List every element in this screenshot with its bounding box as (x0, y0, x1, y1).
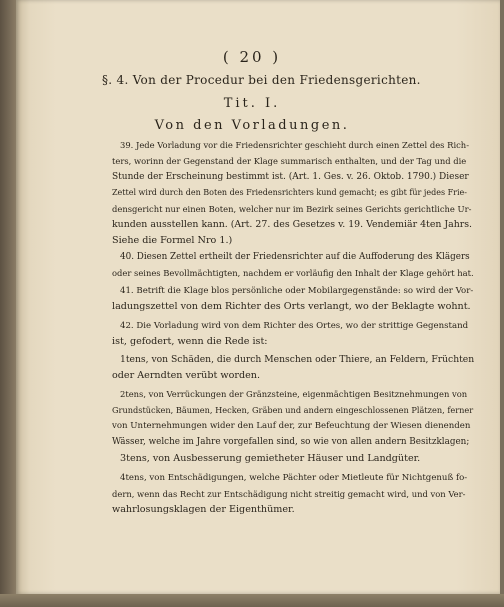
text-line: Wässer, welche im Jahre vorgefallen sind, so wie von allen andern Besitzklagen; (112, 437, 470, 447)
text-line: 4tens, von Entschädigungen, welche Pächter oder Mietleute für Nichtgenuß fo- (120, 473, 468, 483)
text-line: wahrlosungsklagen der Eigenthümer. (112, 504, 295, 515)
book-gutter (0, 0, 16, 607)
text-line: Zettel wird durch den Boten des Friedensrichters kund gemacht; es gibt für jedes Frie- (112, 188, 467, 197)
section-heading: §. 4. Von der Procedur bei den Friedensgerichten. (102, 73, 421, 87)
page-bottom-edge (0, 594, 504, 607)
text-line: 2tens, von Verrückungen der Gränzsteine, eigenmächtigen Besitznehmungen von (120, 389, 468, 399)
item-2 (112, 386, 474, 450)
item-3 (112, 451, 474, 467)
text-line: dern, wenn das Recht zur Entschädigung nicht streitig gemacht wird, und von Ver- (112, 489, 466, 499)
item-1 (112, 352, 474, 384)
text-line: 39. Jede Vorladung vor die Friedensrichter geschieht durch einen Zettel des Rich- (120, 140, 470, 150)
text-line: 41. Betrift die Klage blos persönliche oder Mobilargegenstände: so wird der Vor- (120, 286, 474, 296)
text-line: 42. Die Vorladung wird von dem Richter des Ortes, wo der strittige Gegenstand (120, 321, 469, 331)
text-line: 1tens, von Schäden, die durch Menschen oder Thiere, an Feldern, Früchten (120, 354, 474, 365)
text-line: Grundstücken, Bäumen, Hecken, Gräben und andern eingeschlossenen Plätzen, ferner (112, 405, 474, 415)
item-4 (112, 470, 474, 518)
text-line: kunden ausstellen kann. (Art. 27. des Gesetzes v. 19. Vendemiär 4ten Jahrs. (112, 219, 473, 230)
text-line: von Unternehmungen wider den Lauf der, zur Befeuchtung der Wiesen dienenden (112, 421, 471, 431)
text-line: ladungszettel von dem Richter des Orts verlangt, wo der Beklagte wohnt. (112, 301, 471, 312)
text-line: ters, worinn der Gegenstand der Klage summarisch enthalten, und der Tag und die (112, 156, 467, 166)
text-line: 40. Diesen Zettel ertheilt der Friedensrichter auf die Auffoderung des Klägers (120, 252, 470, 262)
paragraph-42 (112, 318, 474, 350)
text-line: Stunde der Erscheinung bestimmt ist. (Art. 1. Ges. v. 26. Oktob. 1790.) Dieser (112, 172, 469, 182)
text-line: Siehe die Formel Nro 1.) (112, 235, 233, 246)
text-line: oder seines Bevollmächtigten, nachdem er vorläufig den Inhalt der Klage gehört hat. (112, 268, 474, 278)
subtitle: Von den Vorladungen. (154, 118, 350, 133)
paragraph-41 (112, 283, 474, 315)
page-number: ( 20 ) (222, 48, 282, 66)
text-line: densgericht nur einen Boten, welcher nur im Bezirk seines Gerichts gerichtliche Ur- (112, 204, 472, 214)
paragraph-39 (112, 137, 474, 249)
text-line: ist, gefodert, wenn die Rede ist: (112, 336, 268, 347)
title: Tit. I. (223, 96, 281, 111)
text-line: oder Aerndten verübt worden. (112, 370, 261, 381)
paragraph-40 (112, 249, 474, 281)
text-line: 3tens, von Ausbesserung gemietheter Häuser und Landgüter. (120, 453, 421, 464)
